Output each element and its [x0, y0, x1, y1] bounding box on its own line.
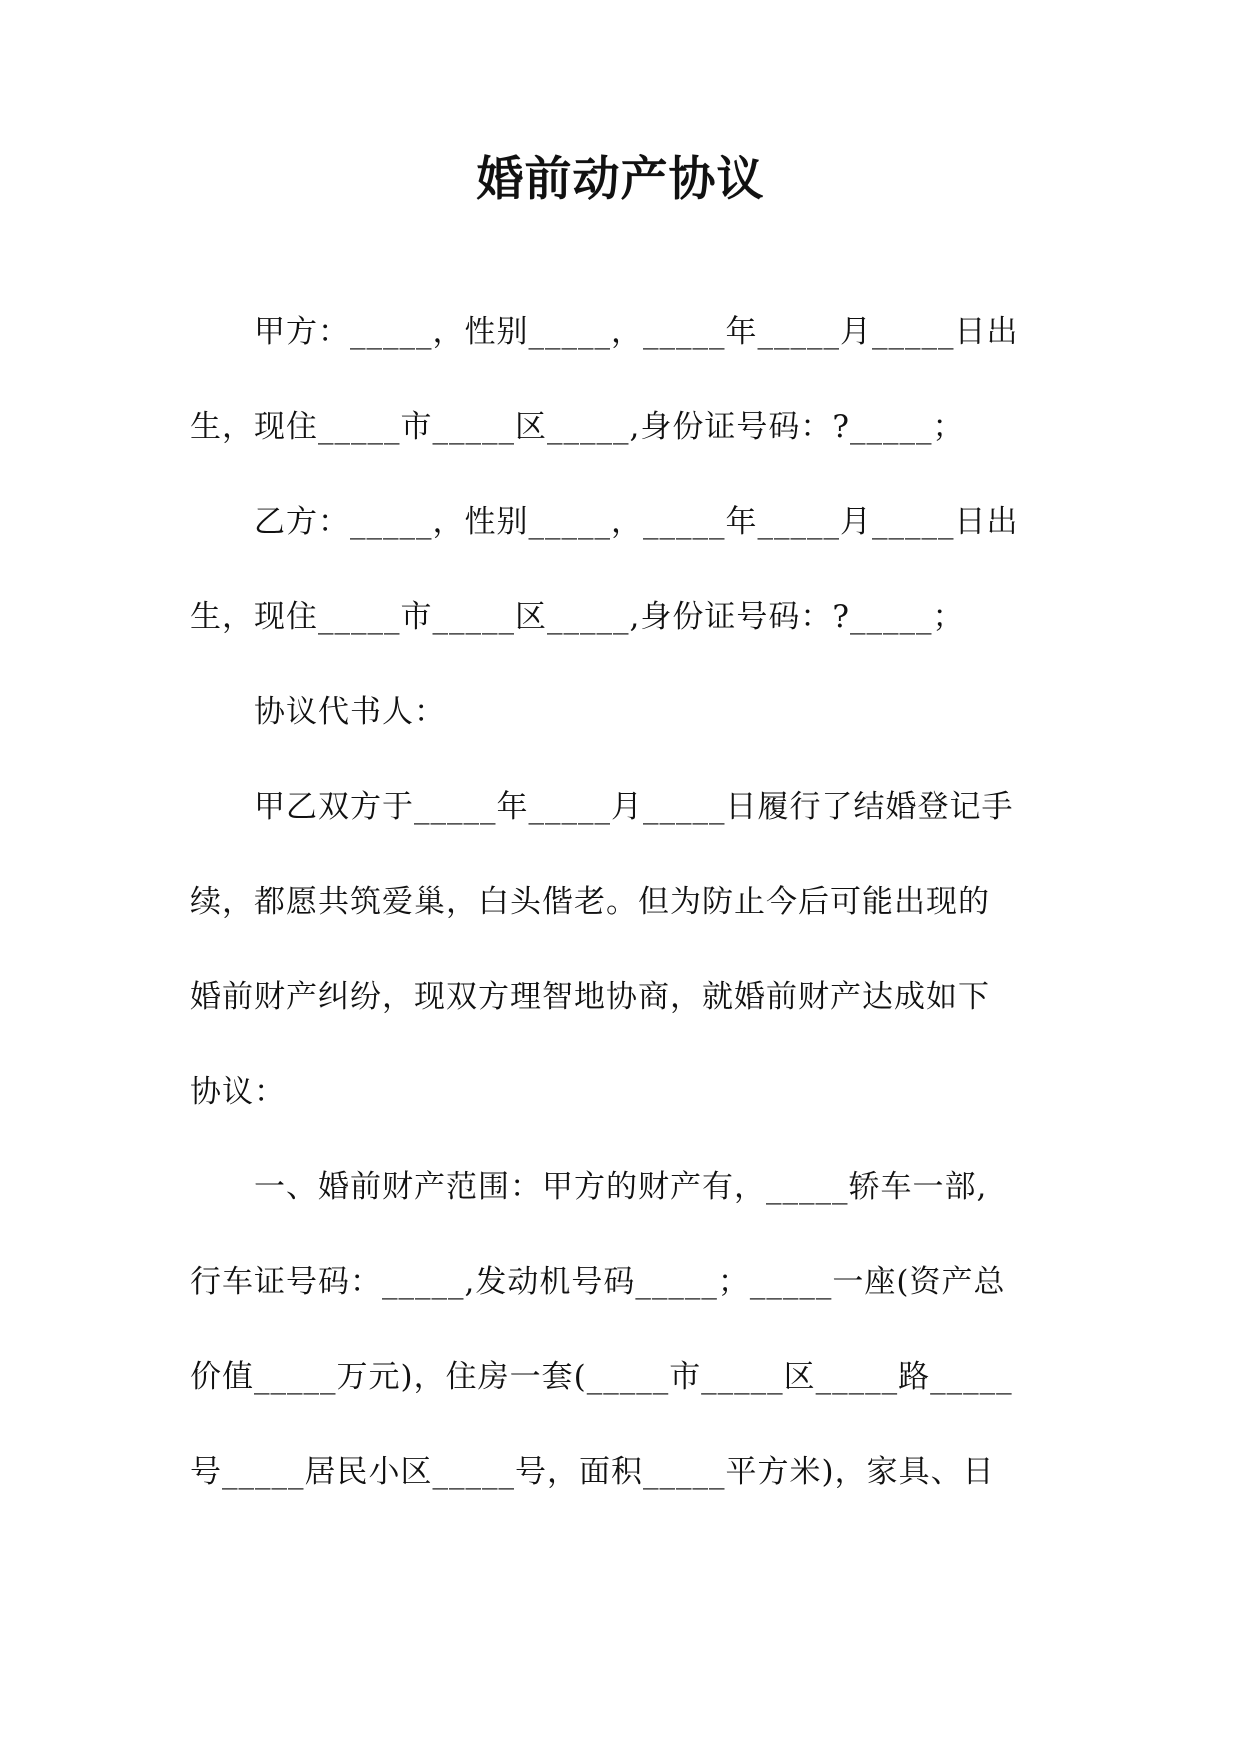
clause-1-line-1: 一、婚前财产范围：甲方的财产有，_____轿车一部, [190, 1169, 988, 1205]
preamble-line-1: 甲乙双方于_____年_____月_____日履行了结婚登记手 [190, 789, 1014, 825]
clause-1-line-2: 行车证号码：_____,发动机号码_____；_____一座(资产总 [190, 1264, 1006, 1300]
party-b-line-2: 生，现住_____市_____区_____,身份证号码：?_____； [190, 599, 965, 635]
preamble-line-2: 续，都愿共筑爱巢，白头偕老。但为防止今后可能出现的 [190, 884, 990, 920]
clause-1-line-4: 号_____居民小区_____号，面积_____平方米)，家具、日 [190, 1454, 995, 1490]
preamble-line-3: 婚前财产纠纷，现双方理智地协商，就婚前财产达成如下 [190, 979, 990, 1015]
clause-1-line-3: 价值_____万元)，住房一套(_____市_____区_____路_____ [190, 1359, 1013, 1395]
party-a-line-2: 生，现住_____市_____区_____,身份证号码：?_____； [190, 409, 965, 445]
scribe-line: 协议代书人： [190, 694, 446, 730]
party-b-line-1: 乙方：_____，性别_____，_____年_____月_____日出 [190, 504, 1019, 540]
document-title: 婚前动产协议 [476, 152, 765, 207]
preamble-line-4: 协议： [190, 1074, 286, 1110]
party-a-line-1: 甲方：_____，性别_____，_____年_____月_____日出 [190, 314, 1019, 350]
